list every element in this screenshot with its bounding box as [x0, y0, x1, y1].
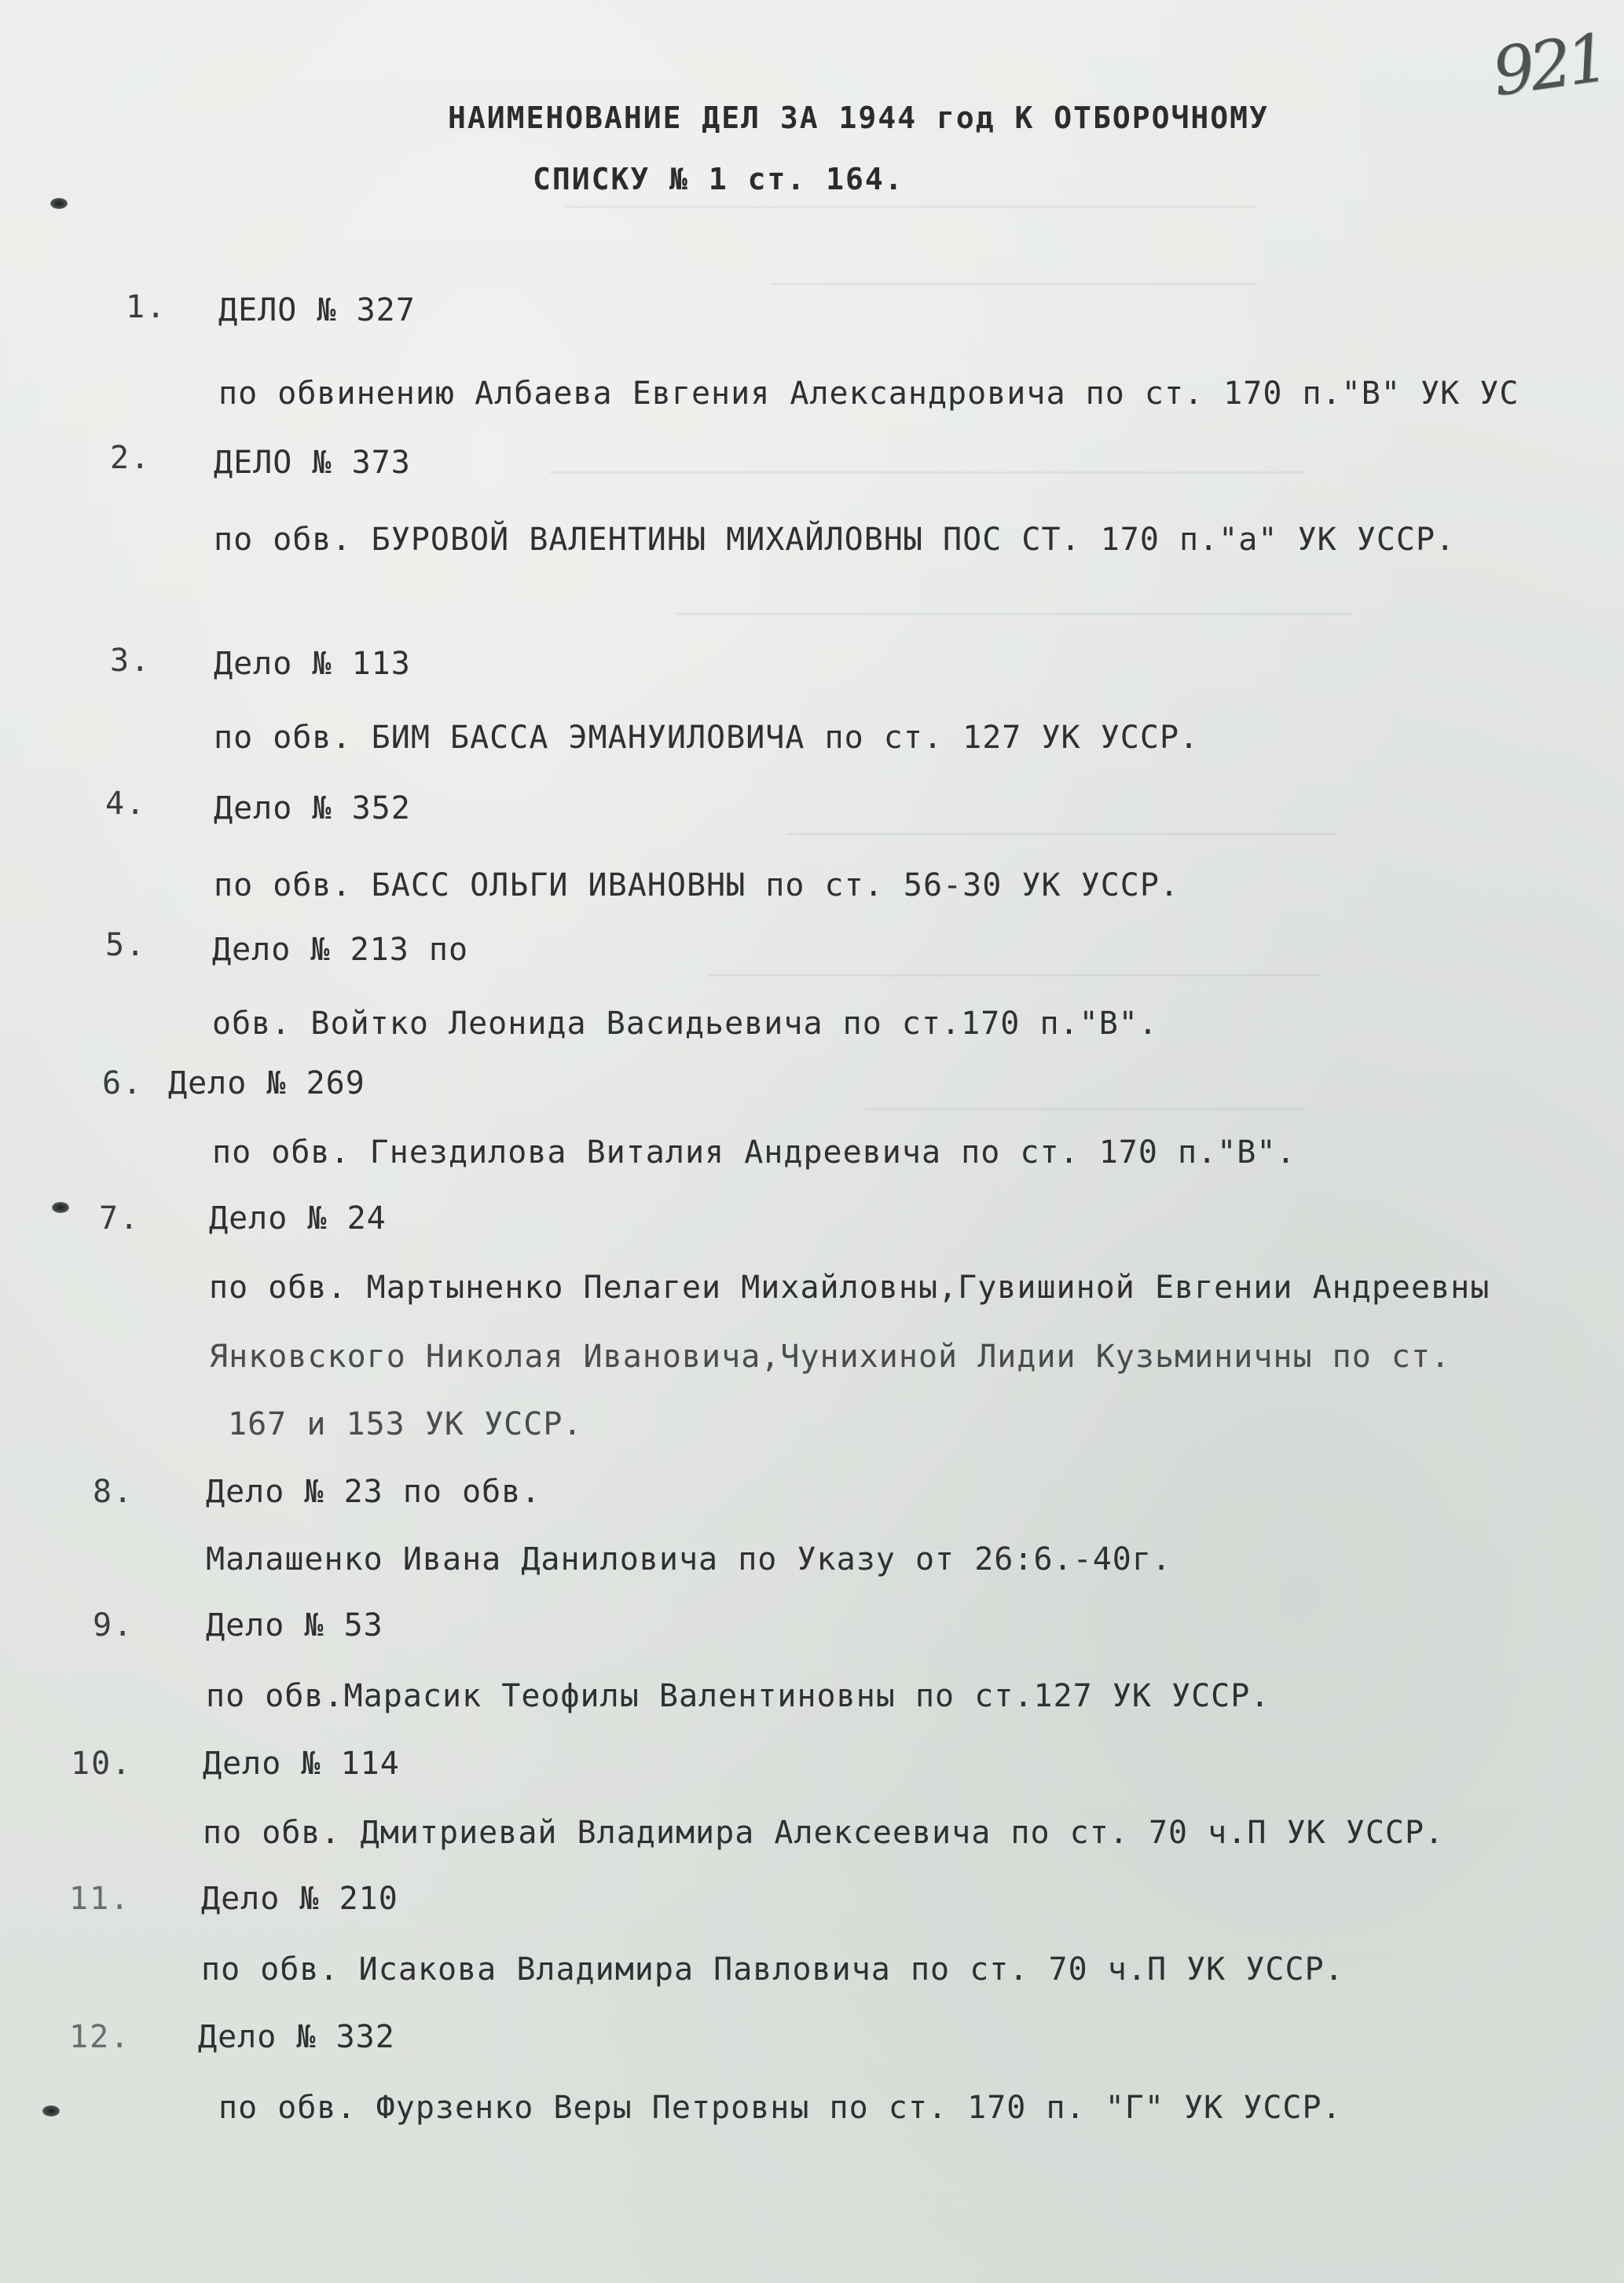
entry-number: 1. — [126, 289, 167, 325]
entry-case-number: Дело № 352 — [214, 790, 411, 826]
document-title: НАИМЕНОВАНИЕ ДЕЛ ЗА 1944 год К ОТБОРОЧНОМУ — [448, 101, 1269, 135]
entry-case-number: Дело № 53 — [206, 1607, 383, 1644]
entry-description: по обв. Исакова Владимира Павловича по ст. 70 ч.П УК УССР. — [201, 1951, 1344, 1988]
entry-number: 9. — [93, 1607, 134, 1644]
entry-case-number: Дело № 23 по обв. — [206, 1474, 541, 1510]
entry-description: по обв. БИМ БАССА ЭМАНУИЛОВИЧА по ст. 127 УК УССР. — [214, 720, 1200, 756]
entry-number: 2. — [110, 440, 152, 476]
entry-case-number: Дело № 114 — [203, 1746, 400, 1782]
entry-number: 4. — [105, 786, 147, 822]
entry-case-number: ДЕЛО № 373 — [214, 445, 411, 481]
entry-description: по обв.Марасик Теофилы Валентиновны по ст.127 УК УССР. — [206, 1678, 1270, 1714]
entry-description-continued: Янковского Николая Ивановича,Чунихиной Лидии Кузьминичны по ст. — [209, 1339, 1451, 1375]
punch-hole-bottom — [42, 2105, 60, 2116]
entry-description: по обв. Фурзенко Веры Петровны по ст. 170 п. "Г" УК УССР. — [218, 2090, 1342, 2126]
entry-number: 7. — [99, 1200, 141, 1237]
entry-description: по обвинению Албаева Евгения Александровича по ст. 170 п."В" УК УС — [218, 376, 1520, 412]
entry-description: по обв. БУРОВОЙ ВАЛЕНТИНЫ МИХАЙЛОВНЫ ПОС СТ. 170 п."а" УК УССР. — [214, 522, 1456, 558]
entry-case-number: Дело № 269 — [168, 1065, 365, 1101]
handwritten-page-number: 921 — [1487, 19, 1610, 112]
entry-description-continued: 167 и 153 УК УССР. — [228, 1406, 583, 1442]
entry-case-number: Дело № 213 по — [212, 932, 469, 968]
entry-number: 12. — [69, 2019, 131, 2055]
entry-case-number: ДЕЛО № 327 — [218, 292, 416, 328]
entry-case-number: Дело № 210 — [201, 1881, 398, 1917]
punch-hole-middle — [52, 1202, 69, 1213]
punch-hole-top — [50, 198, 68, 209]
entry-case-number: Дело № 24 — [209, 1200, 387, 1237]
entry-number: 10. — [71, 1746, 133, 1782]
entry-description: Малашенко Ивана Даниловича по Указу от 26:6.-40г. — [206, 1541, 1172, 1578]
entry-case-number: Дело № 332 — [198, 2019, 395, 2055]
entry-number: 8. — [93, 1474, 134, 1510]
entry-number: 5. — [105, 927, 147, 963]
entry-description: по обв. БАСС ОЛЬГИ ИВАНОВНЫ по ст. 56-30 УК УССР. — [214, 867, 1180, 903]
entry-number: 11. — [69, 1881, 131, 1917]
entry-case-number: Дело № 113 — [214, 646, 411, 682]
entry-description: по обв. Гнездилова Виталия Андреевича по ст. 170 п."В". — [212, 1134, 1296, 1171]
document-subtitle: СПИСКУ № 1 ст. 164. — [533, 162, 904, 196]
entry-number: 3. — [110, 643, 152, 679]
entry-description: по обв. Мартыненко Пелагеи Михайловны,Гувишиной Евгении Андреевны — [209, 1270, 1490, 1306]
entry-number: 6. — [102, 1065, 144, 1101]
entry-description: обв. Войтко Леонида Васидьевича по ст.170 п."В". — [212, 1006, 1158, 1042]
entry-description: по обв. Дмитриевай Владимира Алексеевича по ст. 70 ч.П УК УССР. — [203, 1815, 1445, 1851]
